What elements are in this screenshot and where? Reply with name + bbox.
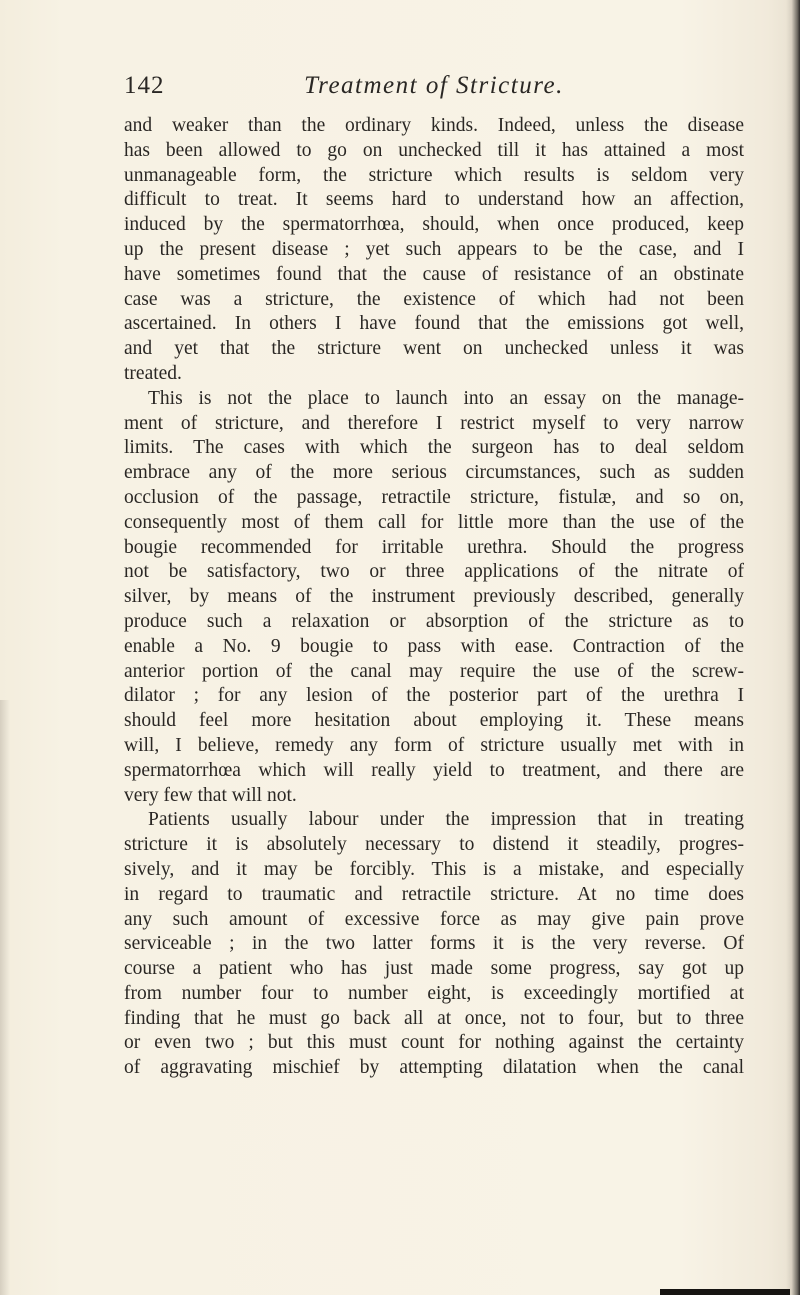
text-line: consequently most of them call for little more than the use of the: [124, 511, 744, 533]
text-line: Patients usually labour under the impression that in treating: [148, 809, 744, 831]
text-line: sively, and it may be forcibly. This is a mistake, and especially: [124, 858, 744, 880]
running-title: Treatment of Stricture.: [304, 72, 564, 99]
text-line: enable a No. 9 bougie to pass with ease. Contraction of the: [124, 635, 744, 657]
text-line: from number four to number eight, is exceedingly mortified at: [124, 982, 744, 1004]
text-line: serviceable ; in the two latter forms it is the very reverse. Of: [124, 933, 744, 955]
body-text: [124, 114, 744, 1081]
paragraph-1: [124, 114, 744, 387]
text-line: course a patient who has just made some progress, say got up: [124, 958, 744, 980]
text-line: and yet that the stricture went on unchecked unless it was: [124, 338, 744, 360]
text-line: case was a stricture, the existence of which had not been: [124, 288, 744, 310]
page-gutter-shadow: [0, 700, 10, 1295]
text-line: dilator ; for any lesion of the posterior part of the urethra I: [124, 685, 744, 707]
text-line: induced by the spermatorrhœa, should, when once produced, keep: [124, 214, 744, 236]
text-line: occlusion of the passage, retractile stricture, fistulæ, and so on,: [124, 486, 744, 508]
text-line: and weaker than the ordinary kinds. Indeed, unless the disease: [124, 115, 744, 136]
text-line: any such amount of excessive force as may give pain prove: [124, 908, 744, 930]
page-number: 142: [124, 72, 165, 99]
text-line: produce such a relaxation or absorption of the stricture as to: [124, 610, 744, 632]
text-line: treated.: [124, 362, 182, 384]
text-line: limits. The cases with which the surgeon has to deal seldom: [124, 437, 744, 459]
text-line: has been allowed to go on unchecked till it has attained a most: [124, 139, 744, 161]
paragraph-3: [124, 808, 744, 1081]
text-line: have sometimes found that the cause of resistance of an obstinate: [124, 263, 744, 285]
text-line: difficult to treat. It seems hard to understand how an affection,: [124, 189, 744, 211]
text-line: finding that he must go back all at once, not to four, but to three: [124, 1007, 744, 1029]
text-line: stricture it is absolutely necessary to distend it steadily, progres-: [124, 834, 744, 856]
text-line: very few that will not.: [124, 784, 297, 806]
page-edge-shadow: [786, 0, 800, 1295]
text-line: should feel more hesitation about employing it. These means: [124, 710, 744, 732]
scan-edge-mark: [660, 1289, 790, 1295]
paragraph-2: [124, 387, 744, 809]
text-line: not be satisfactory, two or three applications of the nitrate of: [124, 561, 744, 583]
text-line: embrace any of the more serious circumstances, such as sudden: [124, 462, 744, 484]
text-line: spermatorrhœa which will really yield to treatment, and there are: [124, 759, 744, 781]
text-line: ascertained. In others I have found that the emissions got well,: [124, 313, 744, 335]
page-header: [124, 70, 744, 102]
text-line: silver, by means of the instrument previously described, generally: [124, 586, 744, 608]
text-line: ment of stricture, and therefore I restrict myself to very narrow: [124, 412, 744, 434]
text-line: will, I believe, remedy any form of stricture usually met with in: [124, 734, 744, 756]
text-line: bougie recommended for irritable urethra. Should the progress: [124, 536, 744, 558]
text-line: This is not the place to launch into an essay on the manage-: [148, 387, 744, 409]
text-line: anterior portion of the canal may require the use of the screw-: [124, 660, 744, 682]
text-line: in regard to traumatic and retractile stricture. At no time does: [124, 883, 744, 905]
text-line: up the present disease ; yet such appears to be the case, and I: [124, 238, 744, 260]
text-line: or even two ; but this must count for nothing against the certainty: [124, 1032, 744, 1054]
text-line: of aggravating mischief by attempting dilatation when the canal: [124, 1057, 744, 1079]
text-line: unmanageable form, the stricture which results is seldom very: [124, 164, 744, 186]
